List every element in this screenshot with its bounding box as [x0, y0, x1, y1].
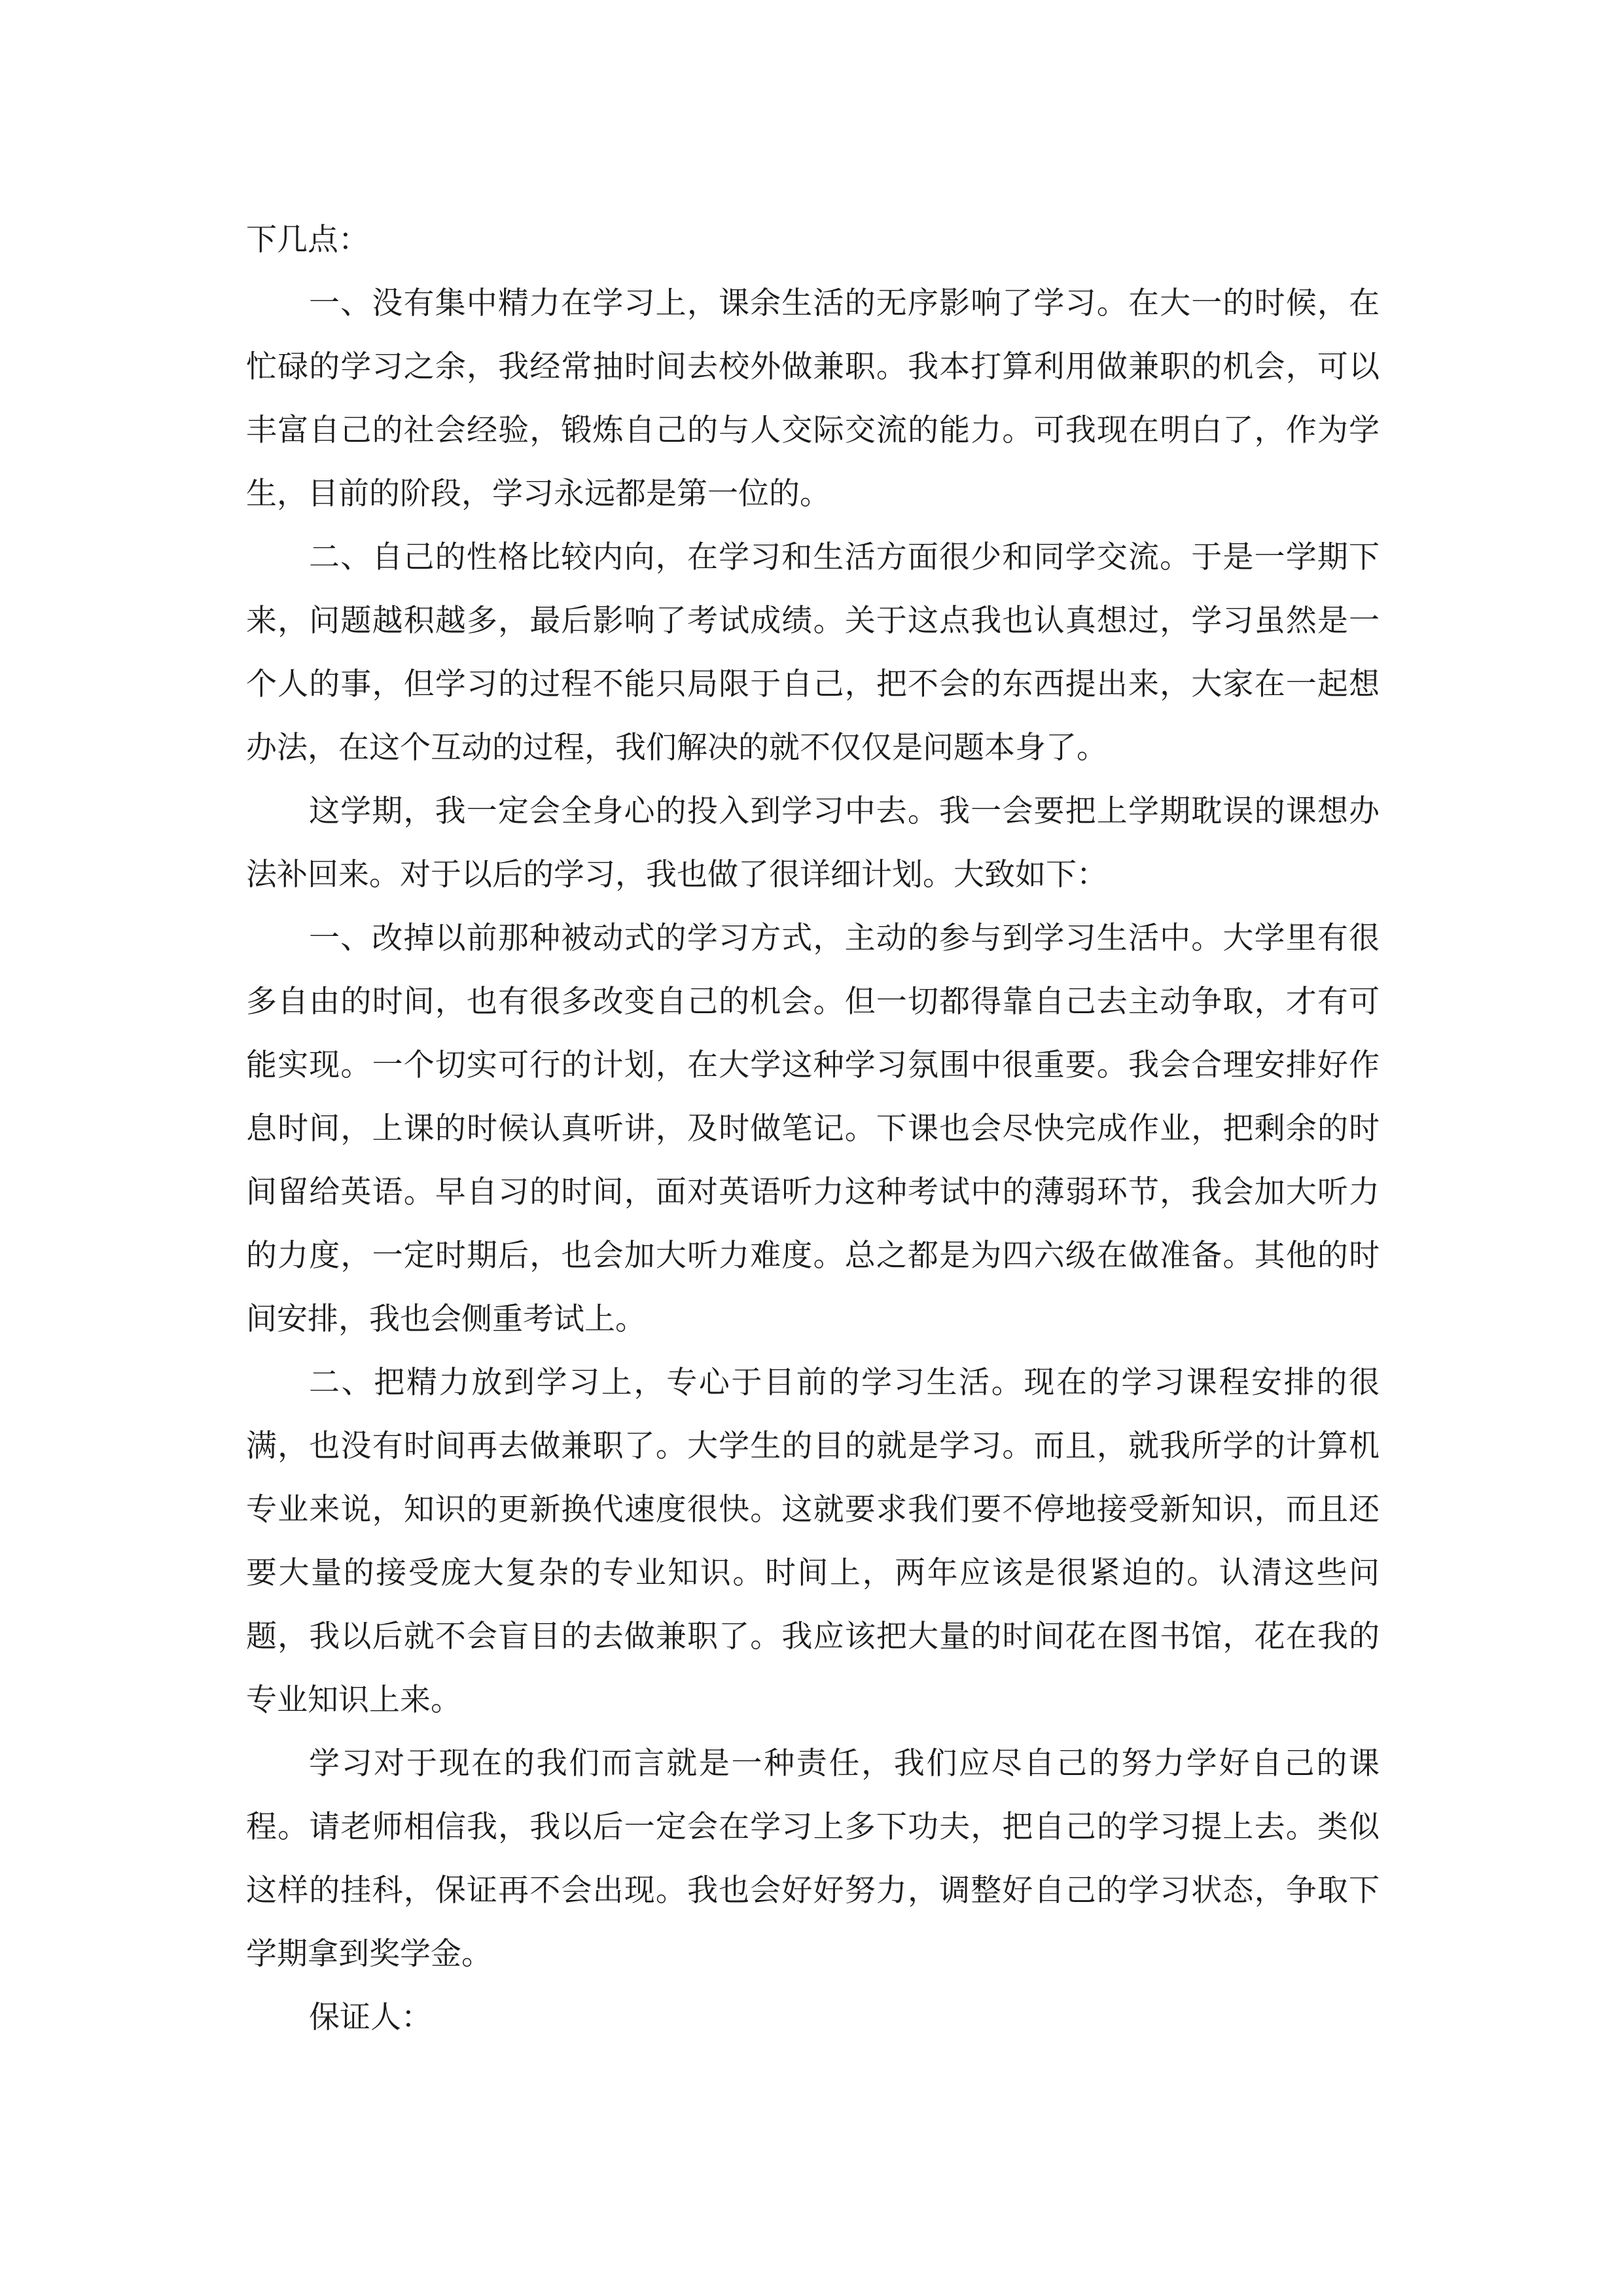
paragraph-intro: 下几点： [246, 222, 369, 258]
paragraph-reason-2: 二、自己的性格比较内向，在学习和生活方面很少和同学交流。于是一学期下来，问题越积越多，最后影响了考试成绩。关于这点我也认真想过，学习虽然是一个人的事，但学习的过程不能只局限于自己，把不会的东西提出来，大家在一起想办法，在这个互动的过程，我们解决的就不仅仅是问题本身了。 [246, 539, 1380, 766]
paragraph-plan-1: 一、改掉以前那种被动式的学习方式，主动的参与到学习生活中。大学里有很多自由的时间，也有很多改变自己的机会。但一切都得靠自己去主动争取，才有可能实现。一个切实可行的计划，在大学这种学习氛围中很重要。我会合理安排好作息时间，上课的时候认真听讲，及时做笔记。下课也会尽快完成作业，把剩余的时间留给英语。早自习的时间，面对英语听力这种考试中的薄弱环节，我会加大听力的力度，一定时期后，也会加大听力难度。总之都是为四六级在做准备。其他的时间安排，我也会侧重考试上。 [246, 920, 1380, 1337]
paragraph-conclusion: 学习对于现在的我们而言就是一种责任，我们应尽自己的努力学好自己的课程。请老师相信我，我以后一定会在学习上多下功夫，把自己的学习提上去。类似这样的挂科，保证再不会出现。我也会好好努力，调整好自己的学习状态，争取下学期拿到奖学金。 [246, 1746, 1380, 1972]
paragraph-reason-1: 一、没有集中精力在学习上，课余生活的无序影响了学习。在大一的时候，在忙碌的学习之余，我经常抽时间去校外做兼职。我本打算利用做兼职的机会，可以丰富自己的社会经验，锻炼自己的与人交际交流的能力。可我现在明白了，作为学生，目前的阶段，学习永远都是第一位的。 [246, 285, 1380, 512]
document-body [246, 208, 1380, 2049]
paragraph-plan-2: 二、把精力放到学习上，专心于目前的学习生活。现在的学习课程安排的很满，也没有时间再去做兼职了。大学生的目的就是学习。而且，就我所学的计算机专业来说，知识的更新换代速度很快。这就要求我们要不停地接受新知识，而且还要大量的接受庞大复杂的专业知识。时间上，两年应该是很紧迫的。认清这些问题，我以后就不会盲目的去做兼职了。我应该把大量的时间花在图书馆，花在我的专业知识上来。 [246, 1365, 1380, 1718]
paragraph-signature: 保证人： [309, 2000, 432, 2036]
paragraph-plan-intro: 这学期，我一定会全身心的投入到学习中去。我一会要把上学期耽误的课想办法补回来。对于以后的学习，我也做了很详细计划。大致如下： [246, 793, 1380, 893]
